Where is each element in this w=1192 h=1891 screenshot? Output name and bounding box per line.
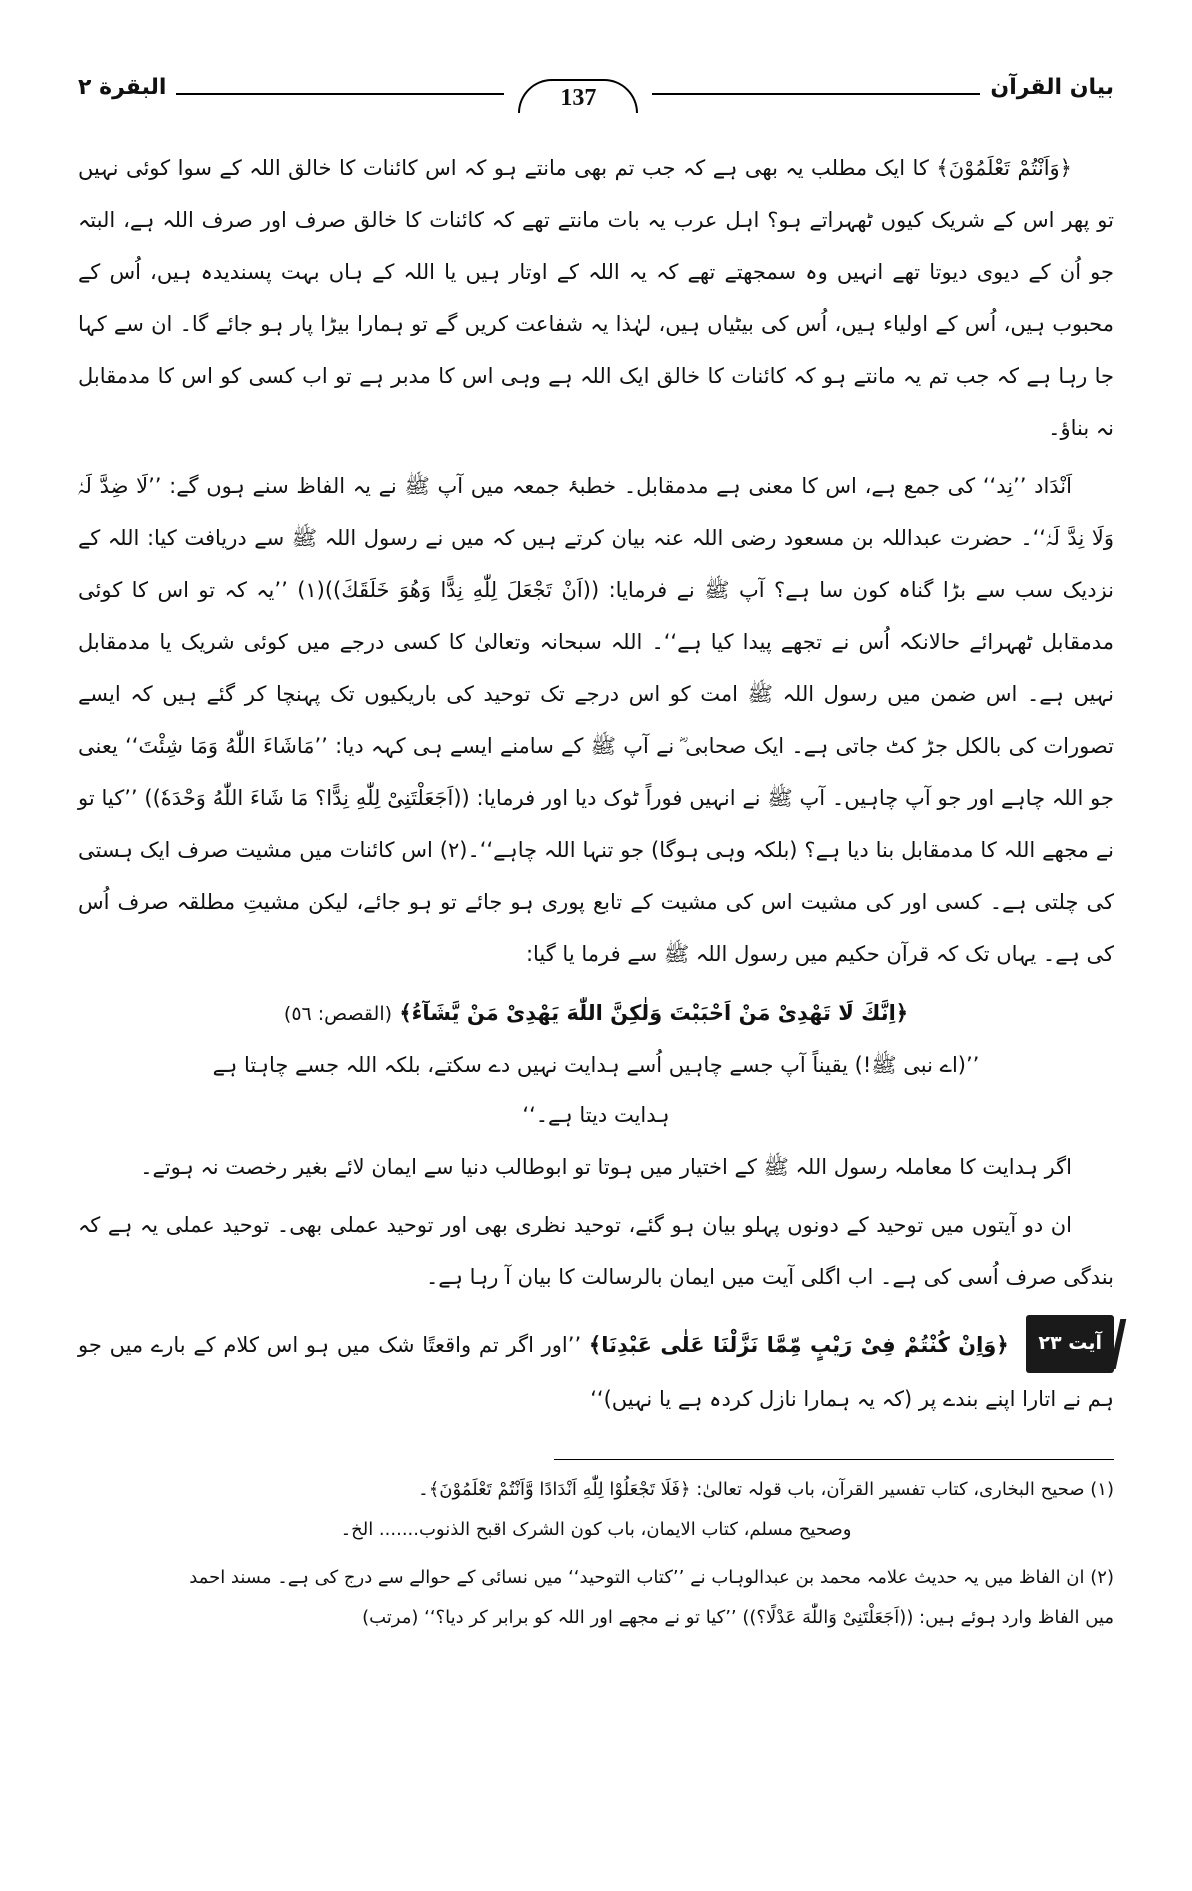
footnote-2-text-1: ان الفاظ میں یہ حدیث علامہ محمد بن عبدالوہاب نے ’’کتاب التوحید‘‘ میں نسائی کے حوالے سے درج کی ہے۔ مسند احمد: [189, 1567, 1085, 1588]
paragraph-2: اَنْدَاد ’’نِد‘‘ کی جمع ہے، اس کا معنی ہے مدمقابل۔ خطبۂ جمعہ میں آپ ﷺ نے یہ الفاظ سنے ہوں گے: ’’لَا ضِدَّ لَہٗ وَلَا نِدَّ لَہٗ‘‘۔ حضرت عبداللہ بن مسعود رضی اللہ عنہ بیان کرتے ہیں کہ میں نے رسول اللہ ﷺ سے دریافت کیا: اللہ کے نزدیک سب سے بڑا گناہ کون سا ہے؟ آپ ﷺ نے فرمایا: ((اَنْ تَجْعَلَ لِلّٰهِ نِدًّا وَهُوَ خَلَقَكَ))(۱) ’’یہ کہ تو اس کا کوئی مدمقابل ٹھہرائے حالانکہ اُس نے تجھے پیدا کیا ہے‘‘۔ اللہ سبحانہ وتعالیٰ کا کسی درجے میں کوئی شریک یا مدمقابل نہیں ہے۔ اس ضمن میں رسول اللہ ﷺ امت کو اس درجے تک توحید کی باریکیوں تک پہنچا کر گئے ہیں کہ ایسے تصورات کی بالکل جڑ کٹ جاتی ہے۔ ایک صحابی ؓ نے آپ ﷺ کے سامنے ایسے ہی کہہ دیا: ’’مَاشَاءَ اللّٰهُ وَمَا شِئْتَ‘‘ یعنی جو اللہ چاہے اور جو آپ چاہیں۔ آپ ﷺ نے انہیں فوراً ٹوک دیا اور فرمایا: ((اَجَعَلْتَنِیْ لِلّٰهِ نِدًّا؟ مَا شَاءَ اللّٰهُ وَحْدَهٗ)) ’’کیا تو نے مجھے اللہ کا مدمقابل بنا دیا ہے؟ (بلکہ وہی ہوگا) جو تنہا اللہ چاہے‘‘۔(۲) اس کائنات میں مشیت صرف ایک ہستی کی چلتی ہے۔ کسی اور کی مشیت اس کی مشیت کے تابع پوری ہو جائے تو ہو جائے، لیکن مشیتِ مطلقہ صرف اُس کی ہے۔ یہاں تک کہ قرآن حکیم میں رسول اللہ ﷺ سے فرما یا گیا:: [78, 474, 1115, 966]
header-rule-right: [652, 93, 980, 95]
footnotes: [78, 1470, 1114, 1638]
verse-number-badge: آیت ۲۳: [1026, 1315, 1114, 1373]
page-body: [78, 142, 1114, 1425]
paragraph-4: ان دو آیتوں میں توحید کے دونوں پہلو بیان ہو گئے، توحید نظری بھی اور توحید عملی بھی۔ توحید عملی یہ ہے کہ بندگی صرف اُسی کی ہے۔ اب اگلی آیت میں ایمان بالرسالت کا بیان آ رہا ہے۔: [78, 1213, 1114, 1289]
footnote-separator: [554, 1459, 1114, 1460]
footnote-1-marker: (۱): [1090, 1479, 1114, 1500]
quran-quote-arabic: [78, 990, 1114, 1037]
paragraph-1: ﴿وَاَنْتُمْ تَعْلَمُوْنَ﴾ کا ایک مطلب یہ بھی ہے کہ جب تم بھی مانتے ہو کہ اس کائنات کا خالق اللہ کے سوا کوئی نہیں تو پھر اس کے شریک کیوں ٹھہراتے ہو؟ اہل عرب یہ بات مانتے تھے کہ کائنات کا خالق صرف اور صرف اللہ ہے، البتہ جو اُن کے دیوی دیوتا تھے انہیں وہ سمجھتے تھے کہ یہ اللہ کے اوتار ہیں یا اللہ کے ہاں بہت پسندیدہ ہیں، اُس کے محبوب ہیں، اُس کے اولیاء ہیں، اُس کی بیٹیاں ہیں، لہٰذا یہ شفاعت کریں گے تو ہمارا بیڑا پار ہو جائے گا۔ ان سے کہا جا رہا ہے کہ جب تم یہ مانتے ہو کہ کائنات کا خالق ایک اللہ ہے وہی اس کا مدبر ہے تو اب کسی کو اس کا مدمقابل نہ بناؤ۔: [78, 156, 1114, 440]
footnote-2: [78, 1558, 1114, 1638]
footnote-1-text-1: صحیح البخاری، کتاب تفسیر القرآن، باب قولہ تعالیٰ: ﴿فَلَا تَجْعَلُوْا لِلّٰهِ اَنْدَادًا وَّاَنْتُمْ تَعْلَمُوْنَ﴾۔: [418, 1479, 1085, 1500]
footnote-2-marker: (۲): [1090, 1567, 1114, 1588]
page-number: 137: [560, 84, 597, 111]
page-number-badge: [508, 73, 648, 111]
verse-block: [78, 1315, 1114, 1425]
quran-translation-line-1: ’’(اے نبی ﷺ!) یقیناً آپ جسے چاہیں اُسے ہدایت نہیں دے سکتے، بلکہ اللہ جسے چاہتا ہے: [212, 1053, 980, 1077]
surah-title: البقرة ٢: [78, 75, 167, 100]
quran-translation-line-2: ہدایت دیتا ہے۔‘‘: [522, 1103, 670, 1127]
footnote-1: [78, 1470, 1114, 1550]
verse-arabic-text: ﴿وَاِنْ كُنْتُمْ فِىْ رَيْبٍ مِّمَّا نَزَّلْنَا عَلٰى عَبْدِنَا﴾: [588, 1333, 1009, 1357]
footnote-2-line-2: میں الفاظ وارد ہوئے ہیں: ((اَجَعَلْتَنِیْ وَاللّٰهَ عَدْلًا؟)) ’’کیا تو نے مجھے اور اللہ کو برابر کر دیا؟‘‘ (مرتب): [362, 1607, 1114, 1628]
verse-translation-line-2: بارے میں جو ہم نے اتارا اپنے بندے پر (کہ یہ ہمارا نازل کردہ ہے یا نہیں)‘‘: [78, 1333, 1114, 1411]
quran-quote-reference: (القصص: ٥٦): [283, 1003, 393, 1025]
quran-quote-text: ﴿اِنَّكَ لَا تَهْدِىْ مَنْ اَحْبَبْتَ وَلٰكِنَّ اللّٰهَ يَهْدِىْ مَنْ يَّشَآءُ﴾: [399, 1001, 909, 1025]
page-header: [78, 60, 1114, 116]
book-title: بیان القرآن: [990, 75, 1114, 100]
footnote-1-line-1: [78, 1470, 1114, 1510]
footnote-1-line-2: وصحیح مسلم، کتاب الایمان، باب کون الشرک اقبح الذنوب....... الخ۔: [340, 1519, 852, 1540]
header-rule-left: [176, 93, 504, 95]
footnote-2-line-1: [78, 1558, 1114, 1598]
verse-translation-line-1: ’’اور اگر تم واقعتًا شک میں ہو اس کلام کے: [193, 1333, 582, 1357]
paragraph-3: اگر ہدایت کا معاملہ رسول اللہ ﷺ کے اختیار میں ہوتا تو ابوطالب دنیا سے ایمان لائے بغیر رخصت نہ ہوتے۔: [140, 1155, 1072, 1179]
